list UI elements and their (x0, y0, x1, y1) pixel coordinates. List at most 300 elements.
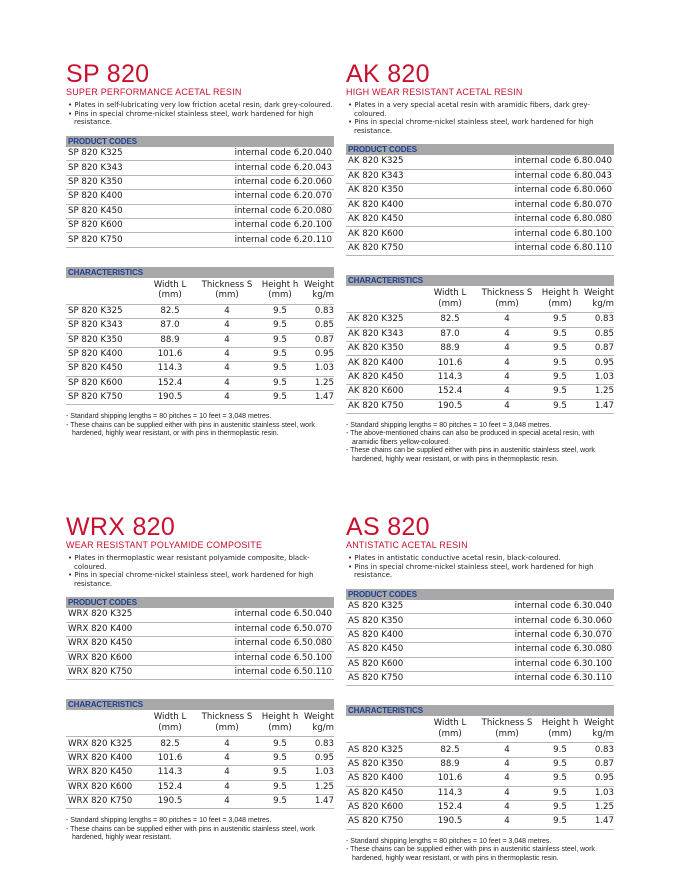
width-value: 88.9 (424, 757, 476, 771)
feature-list (66, 554, 334, 588)
internal-code: internal code 6.30.100 (445, 657, 614, 671)
characteristics-row (346, 772, 614, 786)
thickness-value: 4 (476, 772, 538, 786)
product-name: WRX 820 K600 (66, 780, 144, 794)
width-value: 152.4 (144, 780, 196, 794)
internal-code: internal code 6.30.060 (445, 614, 614, 628)
thickness-value: 4 (476, 800, 538, 814)
weight-value: 1.03 (582, 370, 614, 384)
weight-value: 0.83 (302, 304, 334, 318)
product-name: SP 820 K350 (66, 175, 164, 189)
height-value: 9.5 (258, 376, 302, 390)
product-name: SP 820 K600 (66, 218, 164, 232)
internal-code: internal code 6.30.070 (445, 628, 614, 642)
characteristics-header-row (346, 716, 614, 743)
height-value: 9.5 (258, 319, 302, 333)
weight-value: 0.87 (582, 342, 614, 356)
col-width: Width L (mm) (424, 286, 476, 313)
weight-value: 1.25 (302, 376, 334, 390)
width-value: 152.4 (424, 800, 476, 814)
feature-list (346, 101, 614, 135)
product-code-row (66, 608, 334, 622)
internal-code: internal code 6.80.080 (445, 213, 614, 227)
characteristics-row (66, 333, 334, 347)
product-name: SP 820 K400 (66, 347, 144, 361)
product-title: AS 820 (346, 513, 430, 541)
note-item: - Standard shipping lengths = 80 pitches = 10 feet = 3,048 metres. (66, 817, 334, 825)
internal-code: internal code 6.30.110 (445, 671, 614, 685)
product-name: WRX 820 K750 (66, 795, 144, 809)
feature-list (66, 101, 334, 127)
product-name: AS 820 K325 (346, 600, 445, 614)
height-value: 9.5 (538, 786, 582, 800)
width-value: 87.0 (424, 327, 476, 341)
product-code-row (346, 241, 614, 255)
characteristics-header-row (66, 710, 334, 737)
internal-code: internal code 6.80.070 (445, 198, 614, 212)
thickness-value: 4 (476, 757, 538, 771)
col-thickness: Thickness S (mm) (476, 286, 538, 313)
internal-code: internal code 6.50.070 (174, 622, 334, 636)
internal-code: internal code 6.80.060 (445, 184, 614, 198)
weight-value: 0.95 (582, 772, 614, 786)
product-codes-header: PRODUCT CODES (66, 136, 334, 147)
product-name: SP 820 K343 (66, 161, 164, 175)
thickness-value: 4 (196, 319, 258, 333)
width-value: 101.6 (424, 772, 476, 786)
height-value: 9.5 (258, 347, 302, 361)
weight-value: 1.25 (582, 800, 614, 814)
characteristics-row (346, 342, 614, 356)
col-weight: Weight kg/m (302, 710, 334, 737)
height-value: 9.5 (258, 737, 302, 751)
width-value: 190.5 (424, 399, 476, 413)
product-name: AK 820 K750 (346, 399, 424, 413)
col-name (66, 710, 144, 737)
product-name: AS 820 K600 (346, 800, 424, 814)
thickness-value: 4 (196, 780, 258, 794)
width-value: 82.5 (144, 737, 196, 751)
feature-item: • Plates in a very special acetal resin with aramidic fibers, dark grey-coloured. (346, 101, 614, 118)
feature-list (346, 554, 614, 580)
product-name: AK 820 K325 (346, 313, 424, 327)
col-thickness: Thickness S (mm) (476, 716, 538, 743)
internal-code: internal code 6.20.080 (164, 204, 334, 218)
characteristics-table (346, 716, 614, 829)
product-code-row (346, 657, 614, 671)
characteristics-header: CHARACTERISTICS (346, 275, 614, 286)
note-item: - The above-mentioned chains can also be produced in special acetal resin, with aramidic fibers yellow-coloured. (346, 430, 614, 447)
characteristics-header-row (66, 278, 334, 305)
characteristics-row (66, 780, 334, 794)
height-value: 9.5 (538, 772, 582, 786)
product-code-row (66, 190, 334, 204)
weight-value: 1.25 (582, 385, 614, 399)
characteristics-header: CHARACTERISTICS (66, 267, 334, 278)
product-name: SP 820 K450 (66, 204, 164, 218)
width-value: 190.5 (144, 795, 196, 809)
product-code-row (346, 628, 614, 642)
characteristics-row (66, 766, 334, 780)
product-name: WRX 820 K600 (66, 651, 174, 665)
characteristics-row (66, 795, 334, 809)
thickness-value: 4 (196, 347, 258, 361)
note-item: - These chains can be supplied either with pins in austenitic stainless steel, work hardened, highly wear resistant, or with pins in thermoplastic resin. (346, 447, 614, 464)
width-value: 101.6 (424, 356, 476, 370)
height-value: 9.5 (538, 815, 582, 829)
characteristics-row (66, 304, 334, 318)
product-code-row (346, 671, 614, 685)
characteristics-row (346, 385, 614, 399)
thickness-value: 4 (476, 786, 538, 800)
internal-code: internal code 6.20.070 (164, 190, 334, 204)
product-name: AS 820 K750 (346, 815, 424, 829)
product-name: SP 820 K450 (66, 362, 144, 376)
weight-value: 0.95 (302, 347, 334, 361)
product-title: WRX 820 (66, 513, 176, 541)
weight-value: 1.25 (302, 780, 334, 794)
weight-value: 0.83 (582, 743, 614, 757)
product-code-row (66, 622, 334, 636)
product-name: AS 820 K450 (346, 643, 445, 657)
weight-value: 1.03 (582, 786, 614, 800)
product-code-row (66, 637, 334, 651)
weight-value: 0.85 (302, 319, 334, 333)
product-name: SP 820 K343 (66, 319, 144, 333)
product-codes-table (66, 147, 334, 248)
characteristics-row (346, 370, 614, 384)
characteristics-row (346, 757, 614, 771)
height-value: 9.5 (258, 780, 302, 794)
width-value: 82.5 (144, 304, 196, 318)
col-width: Width L (mm) (144, 710, 196, 737)
thickness-value: 4 (196, 751, 258, 765)
internal-code: internal code 6.20.100 (164, 218, 334, 232)
product-subtitle: HIGH WEAR RESISTANT ACETAL RESIN (346, 87, 523, 97)
thickness-value: 4 (476, 815, 538, 829)
width-value: 190.5 (424, 815, 476, 829)
section-ak-820 (346, 62, 614, 464)
product-name: WRX 820 K750 (66, 666, 174, 680)
thickness-value: 4 (476, 385, 538, 399)
height-value: 9.5 (258, 391, 302, 405)
thickness-value: 4 (476, 370, 538, 384)
characteristics-row (346, 743, 614, 757)
note-item: - These chains can be supplied either with pins in austenitic stainless steel, work hardened, highly wear resistant, or with pins in thermoplastic resin. (66, 422, 334, 439)
product-name: AK 820 K325 (346, 155, 445, 169)
width-value: 87.0 (144, 319, 196, 333)
col-height: Height h (mm) (538, 286, 582, 313)
feature-item: • Plates in antistatic conductive acetal resin, black-coloured. (346, 554, 614, 563)
characteristics-row (66, 319, 334, 333)
product-name: WRX 820 K450 (66, 766, 144, 780)
characteristics-header: CHARACTERISTICS (346, 705, 614, 716)
product-name: AS 820 K350 (346, 757, 424, 771)
product-name: AK 820 K750 (346, 241, 445, 255)
height-value: 9.5 (538, 313, 582, 327)
notes-list (346, 422, 614, 464)
weight-value: 0.95 (582, 356, 614, 370)
height-value: 9.5 (538, 385, 582, 399)
height-value: 9.5 (258, 333, 302, 347)
col-weight: Weight kg/m (302, 278, 334, 305)
width-value: 190.5 (144, 391, 196, 405)
product-name: WRX 820 K400 (66, 622, 174, 636)
product-name: AS 820 K600 (346, 657, 445, 671)
width-value: 82.5 (424, 743, 476, 757)
weight-value: 1.47 (302, 795, 334, 809)
characteristics-header: CHARACTERISTICS (66, 699, 334, 710)
feature-item: • Plates in thermoplastic wear resistant polyamide composite, black-coloured. (66, 554, 334, 571)
notes-list (346, 838, 614, 863)
product-name: WRX 820 K325 (66, 608, 174, 622)
thickness-value: 4 (196, 737, 258, 751)
product-code-row (66, 651, 334, 665)
internal-code: internal code 6.50.040 (174, 608, 334, 622)
internal-code: internal code 6.50.080 (174, 637, 334, 651)
product-subtitle: ANTISTATIC ACETAL RESIN (346, 540, 468, 550)
weight-value: 0.83 (582, 313, 614, 327)
product-code-row (66, 204, 334, 218)
thickness-value: 4 (476, 313, 538, 327)
height-value: 9.5 (538, 743, 582, 757)
characteristics-row (66, 347, 334, 361)
characteristics-table (66, 710, 334, 809)
product-code-row (346, 643, 614, 657)
characteristics-row (66, 376, 334, 390)
product-codes-table (66, 608, 334, 680)
height-value: 9.5 (538, 356, 582, 370)
product-name: SP 820 K350 (66, 333, 144, 347)
col-name (66, 278, 144, 305)
weight-value: 0.87 (302, 333, 334, 347)
weight-value: 1.47 (302, 391, 334, 405)
characteristics-row (346, 327, 614, 341)
col-name (346, 286, 424, 313)
characteristics-row (66, 362, 334, 376)
product-codes-table (346, 155, 614, 256)
col-thickness: Thickness S (mm) (196, 710, 258, 737)
col-name (346, 716, 424, 743)
product-name: WRX 820 K325 (66, 737, 144, 751)
product-name: SP 820 K750 (66, 233, 164, 247)
internal-code: internal code 6.20.043 (164, 161, 334, 175)
product-title: AK 820 (346, 60, 430, 88)
characteristics-row (346, 786, 614, 800)
width-value: 114.3 (424, 370, 476, 384)
product-subtitle: WEAR RESISTANT POLYAMIDE COMPOSITE (66, 540, 263, 550)
product-code-row (346, 155, 614, 169)
internal-code: internal code 6.20.040 (164, 147, 334, 161)
product-codes-header: PRODUCT CODES (66, 597, 334, 608)
product-name: AK 820 K600 (346, 227, 445, 241)
col-width: Width L (mm) (424, 716, 476, 743)
internal-code: internal code 6.30.080 (445, 643, 614, 657)
thickness-value: 4 (196, 376, 258, 390)
col-weight: Weight kg/m (582, 286, 614, 313)
product-name: AK 820 K450 (346, 370, 424, 384)
col-thickness: Thickness S (mm) (196, 278, 258, 305)
height-value: 9.5 (538, 757, 582, 771)
weight-value: 0.85 (582, 327, 614, 341)
col-weight: Weight kg/m (582, 716, 614, 743)
characteristics-row (346, 399, 614, 413)
characteristics-row (66, 391, 334, 405)
weight-value: 0.83 (302, 737, 334, 751)
characteristics-row (346, 313, 614, 327)
weight-value: 1.03 (302, 766, 334, 780)
internal-code: internal code 6.80.043 (445, 169, 614, 183)
internal-code: internal code 6.20.110 (164, 233, 334, 247)
feature-item: • Pins in special chrome-nickel stainless steel, work hardened for high resistance. (66, 571, 334, 588)
internal-code: internal code 6.80.100 (445, 227, 614, 241)
product-name: AK 820 K450 (346, 213, 445, 227)
internal-code: internal code 6.80.110 (445, 241, 614, 255)
product-code-row (346, 227, 614, 241)
characteristics-row (346, 815, 614, 829)
section-sp-820 (66, 62, 334, 439)
note-item: - These chains can be supplied either with pins in austenitic stainless steel, work hardened, highly wear resistant. (66, 826, 334, 843)
characteristics-table (66, 278, 334, 406)
product-name: AS 820 K400 (346, 772, 424, 786)
product-code-row (66, 161, 334, 175)
product-title: SP 820 (66, 60, 150, 88)
thickness-value: 4 (476, 743, 538, 757)
width-value: 152.4 (144, 376, 196, 390)
thickness-value: 4 (196, 333, 258, 347)
internal-code: internal code 6.50.110 (174, 666, 334, 680)
product-name: SP 820 K400 (66, 190, 164, 204)
height-value: 9.5 (538, 327, 582, 341)
height-value: 9.5 (258, 304, 302, 318)
product-code-row (346, 184, 614, 198)
product-codes-header: PRODUCT CODES (346, 144, 614, 155)
section-as-820 (346, 515, 614, 863)
width-value: 114.3 (144, 766, 196, 780)
thickness-value: 4 (196, 766, 258, 780)
note-item: - These chains can be supplied either with pins in austenitic stainless steel, work hardened, highly wear resistant, or with pins in thermoplastic resin. (346, 846, 614, 863)
product-code-row (346, 614, 614, 628)
thickness-value: 4 (196, 391, 258, 405)
internal-code: internal code 6.80.040 (445, 155, 614, 169)
product-name: AK 820 K350 (346, 342, 424, 356)
characteristics-row (346, 356, 614, 370)
characteristics-row (66, 751, 334, 765)
product-name: WRX 820 K400 (66, 751, 144, 765)
note-item: - Standard shipping lengths = 80 pitches = 10 feet = 3,048 metres. (346, 422, 614, 430)
height-value: 9.5 (538, 370, 582, 384)
note-item: - Standard shipping lengths = 80 pitches = 10 feet = 3,048 metres. (66, 413, 334, 421)
width-value: 82.5 (424, 313, 476, 327)
characteristics-header-row (346, 286, 614, 313)
product-code-row (66, 233, 334, 247)
weight-value: 0.87 (582, 757, 614, 771)
col-width: Width L (mm) (144, 278, 196, 305)
product-name: AK 820 K400 (346, 356, 424, 370)
width-value: 152.4 (424, 385, 476, 399)
feature-item: • Pins in special chrome-nickel stainless steel, work hardened for high resistance. (346, 563, 614, 580)
col-height: Height h (mm) (538, 716, 582, 743)
product-codes-table (346, 600, 614, 687)
product-code-row (66, 175, 334, 189)
section-wrx-820 (66, 515, 334, 843)
weight-value: 1.03 (302, 362, 334, 376)
height-value: 9.5 (258, 795, 302, 809)
product-code-row (346, 169, 614, 183)
product-name: AS 820 K325 (346, 743, 424, 757)
width-value: 101.6 (144, 751, 196, 765)
width-value: 88.9 (424, 342, 476, 356)
product-code-row (346, 213, 614, 227)
weight-value: 1.47 (582, 399, 614, 413)
internal-code: internal code 6.20.060 (164, 175, 334, 189)
product-name: SP 820 K325 (66, 304, 144, 318)
height-value: 9.5 (258, 362, 302, 376)
note-item: - Standard shipping lengths = 80 pitches = 10 feet = 3,048 metres. (346, 838, 614, 846)
product-name: SP 820 K750 (66, 391, 144, 405)
product-code-row (346, 600, 614, 614)
width-value: 114.3 (144, 362, 196, 376)
product-code-row (66, 666, 334, 680)
thickness-value: 4 (196, 304, 258, 318)
product-subtitle: SUPER PERFORMANCE ACETAL RESIN (66, 87, 242, 97)
thickness-value: 4 (196, 362, 258, 376)
height-value: 9.5 (258, 766, 302, 780)
weight-value: 1.47 (582, 815, 614, 829)
internal-code: internal code 6.50.100 (174, 651, 334, 665)
weight-value: 0.95 (302, 751, 334, 765)
feature-item: • Pins in special chrome-nickel stainless steel, work hardened for high resistance. (346, 118, 614, 135)
product-name: SP 820 K325 (66, 147, 164, 161)
thickness-value: 4 (196, 795, 258, 809)
height-value: 9.5 (538, 800, 582, 814)
thickness-value: 4 (476, 342, 538, 356)
width-value: 88.9 (144, 333, 196, 347)
characteristics-row (346, 800, 614, 814)
characteristics-row (66, 737, 334, 751)
feature-item: • Pins in special chrome-nickel stainless steel, work hardened for high resistance. (66, 110, 334, 127)
product-name: AK 820 K343 (346, 169, 445, 183)
product-code-row (346, 198, 614, 212)
height-value: 9.5 (538, 342, 582, 356)
col-height: Height h (mm) (258, 710, 302, 737)
product-name: AK 820 K400 (346, 198, 445, 212)
internal-code: internal code 6.30.040 (445, 600, 614, 614)
product-name: SP 820 K600 (66, 376, 144, 390)
product-name: AK 820 K350 (346, 184, 445, 198)
product-code-row (66, 147, 334, 161)
product-name: AS 820 K750 (346, 671, 445, 685)
width-value: 101.6 (144, 347, 196, 361)
product-name: AK 820 K600 (346, 385, 424, 399)
product-codes-header: PRODUCT CODES (346, 589, 614, 600)
thickness-value: 4 (476, 327, 538, 341)
width-value: 114.3 (424, 786, 476, 800)
product-name: AS 820 K350 (346, 614, 445, 628)
product-name: AS 820 K400 (346, 628, 445, 642)
product-name: AS 820 K450 (346, 786, 424, 800)
thickness-value: 4 (476, 356, 538, 370)
notes-list (66, 817, 334, 842)
height-value: 9.5 (538, 399, 582, 413)
notes-list (66, 413, 334, 438)
product-name: AK 820 K343 (346, 327, 424, 341)
feature-item: • Plates in self-lubricating very low friction acetal resin, dark grey-coloured. (66, 101, 334, 110)
product-name: WRX 820 K450 (66, 637, 174, 651)
height-value: 9.5 (258, 751, 302, 765)
product-code-row (66, 218, 334, 232)
characteristics-table (346, 286, 614, 414)
